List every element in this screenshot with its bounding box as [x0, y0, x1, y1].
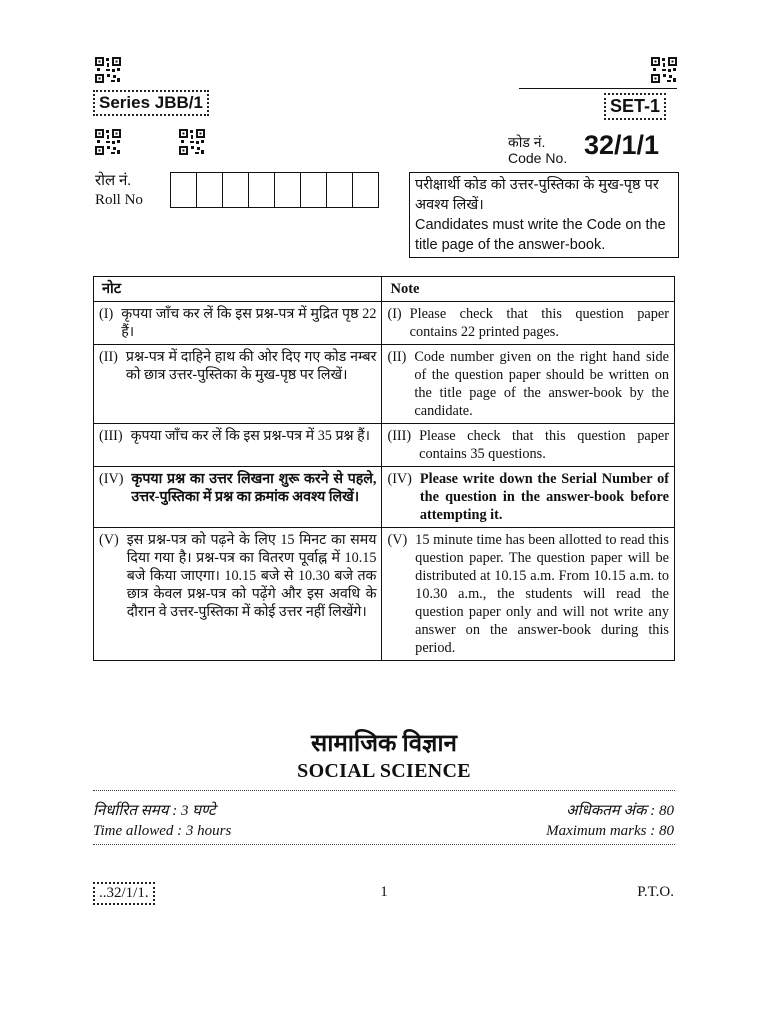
- qr-code-icon: [178, 128, 206, 156]
- note-text-hi: कृपया जाँच कर लें कि इस प्रश्न-पत्र में 35 प्रश्न हैं।: [130, 428, 371, 444]
- item-number: (I): [99, 306, 114, 322]
- notes-head-en: Note: [382, 277, 675, 302]
- time-en: Time allowed : 3 hours: [93, 823, 232, 839]
- note-text-en: Please check that this question paper contains 35 questions.: [419, 428, 669, 462]
- table-row: [94, 467, 675, 528]
- note-text-en: Please write down the Serial Number of the question in the answer-book before attempting it.: [419, 471, 669, 523]
- footer-code: ..32/1/1.: [93, 882, 155, 905]
- subject-title-en: SOCIAL SCIENCE: [297, 760, 471, 782]
- instruction-hi: परीक्षार्थी कोड को उत्तर-पुस्तिका के मुख-पृष्ठ पर अवश्य लिखें।: [415, 177, 659, 213]
- code-label: [508, 134, 567, 166]
- divider: [93, 790, 675, 791]
- marks-en: Maximum marks : 80: [546, 823, 674, 839]
- item-number: (III): [387, 428, 412, 444]
- set-label: SET-1: [604, 93, 666, 120]
- roll-box[interactable]: [327, 173, 353, 207]
- code-label-en: Code No.: [508, 150, 568, 166]
- maximum-marks: [546, 801, 674, 841]
- roll-box[interactable]: [171, 173, 197, 207]
- roll-box[interactable]: [353, 173, 378, 207]
- item-number: (IV): [99, 471, 124, 487]
- note-text-en: 15 minute time has been allotted to read this question paper. The question paper will be distributed at 10.15 a.m. From 10.15 a.m. to 10.30 a.m., the students will read the question paper only and will not write any answer on the answer-book during this period.: [415, 532, 669, 656]
- item-number: (IV): [387, 471, 412, 487]
- qr-code-icon: [94, 128, 122, 156]
- roll-box[interactable]: [223, 173, 249, 207]
- page-number: 1: [380, 884, 388, 900]
- time-allowed: [93, 801, 231, 841]
- item-number: (II): [387, 349, 407, 365]
- item-number: (I): [387, 306, 402, 322]
- item-number: (V): [99, 532, 119, 548]
- roll-box[interactable]: [197, 173, 223, 207]
- roll-label: [95, 172, 143, 210]
- roll-label-hi: रोल नं.: [95, 173, 132, 189]
- notes-table: [93, 276, 675, 661]
- roll-label-en: Roll No: [95, 192, 143, 208]
- roll-box[interactable]: [249, 173, 275, 207]
- note-text-hi: कृपया जाँच कर लें कि इस प्रश्न-पत्र में मुद्रित पृष्ठ 22 हैं।: [121, 306, 377, 340]
- table-row: [94, 424, 675, 467]
- item-number: (III): [99, 428, 123, 444]
- subject-title-hi: सामाजिक विज्ञान: [311, 731, 457, 757]
- note-text-en: Please check that this question paper contains 22 printed pages.: [409, 306, 669, 340]
- table-row: [94, 345, 675, 424]
- qr-code-icon: [650, 56, 678, 84]
- note-text-en: Code number given on the right hand side of the question paper should be written on the title page of the answer-book by the candidate.: [414, 349, 669, 419]
- note-text-hi: कृपया प्रश्न का उत्तर लिखना शुरू करने से पहले, उत्तर-पुस्तिका में प्रश्न का क्रमांक अवश्य लिखें।: [131, 471, 377, 505]
- roll-box[interactable]: [275, 173, 301, 207]
- instruction-en: Candidates must write the Code on the title page of the answer-book.: [415, 217, 666, 253]
- item-number: (V): [387, 532, 408, 548]
- time-hi: निर्धारित समय : 3 घण्टे: [93, 803, 216, 819]
- note-text-hi: इस प्रश्न-पत्र को पढ़ने के लिए 15 मिनट का समय दिया गया है। प्रश्न-पत्र का वितरण पूर्वाह्न में 10.15 बजे किया जाएगा। 10.15 बजे से 10.30 बजे तक छात्र केवल प्रश्न-पत्र को पढ़ेंगे और इस अवधि के दौरान वे उत्तर-पुस्तिका में कोई उत्तर नहीं लिखेंगे।: [126, 532, 377, 620]
- roll-box[interactable]: [301, 173, 327, 207]
- divider: [519, 88, 677, 89]
- table-row: [94, 302, 675, 345]
- series-label: Series JBB/1: [93, 90, 209, 116]
- qr-code-icon: [94, 56, 122, 84]
- table-row: [94, 528, 675, 661]
- roll-number-boxes: [170, 172, 379, 208]
- marks-hi: अधिकतम अंक : 80: [566, 803, 674, 819]
- note-text-hi: प्रश्न-पत्र में दाहिने हाथ की ओर दिए गए कोड नम्बर को छात्र उत्तर-पुस्तिका के मुख-पृष्ठ पर लिखें।: [125, 349, 377, 383]
- notes-head-hi: नोट: [94, 277, 382, 302]
- divider: [93, 844, 675, 845]
- code-number: 32/1/1: [584, 130, 660, 160]
- instruction-box: [409, 172, 679, 258]
- code-label-hi: कोड नं.: [508, 134, 546, 150]
- item-number: (II): [99, 349, 118, 365]
- pto-label: P.T.O.: [637, 884, 674, 900]
